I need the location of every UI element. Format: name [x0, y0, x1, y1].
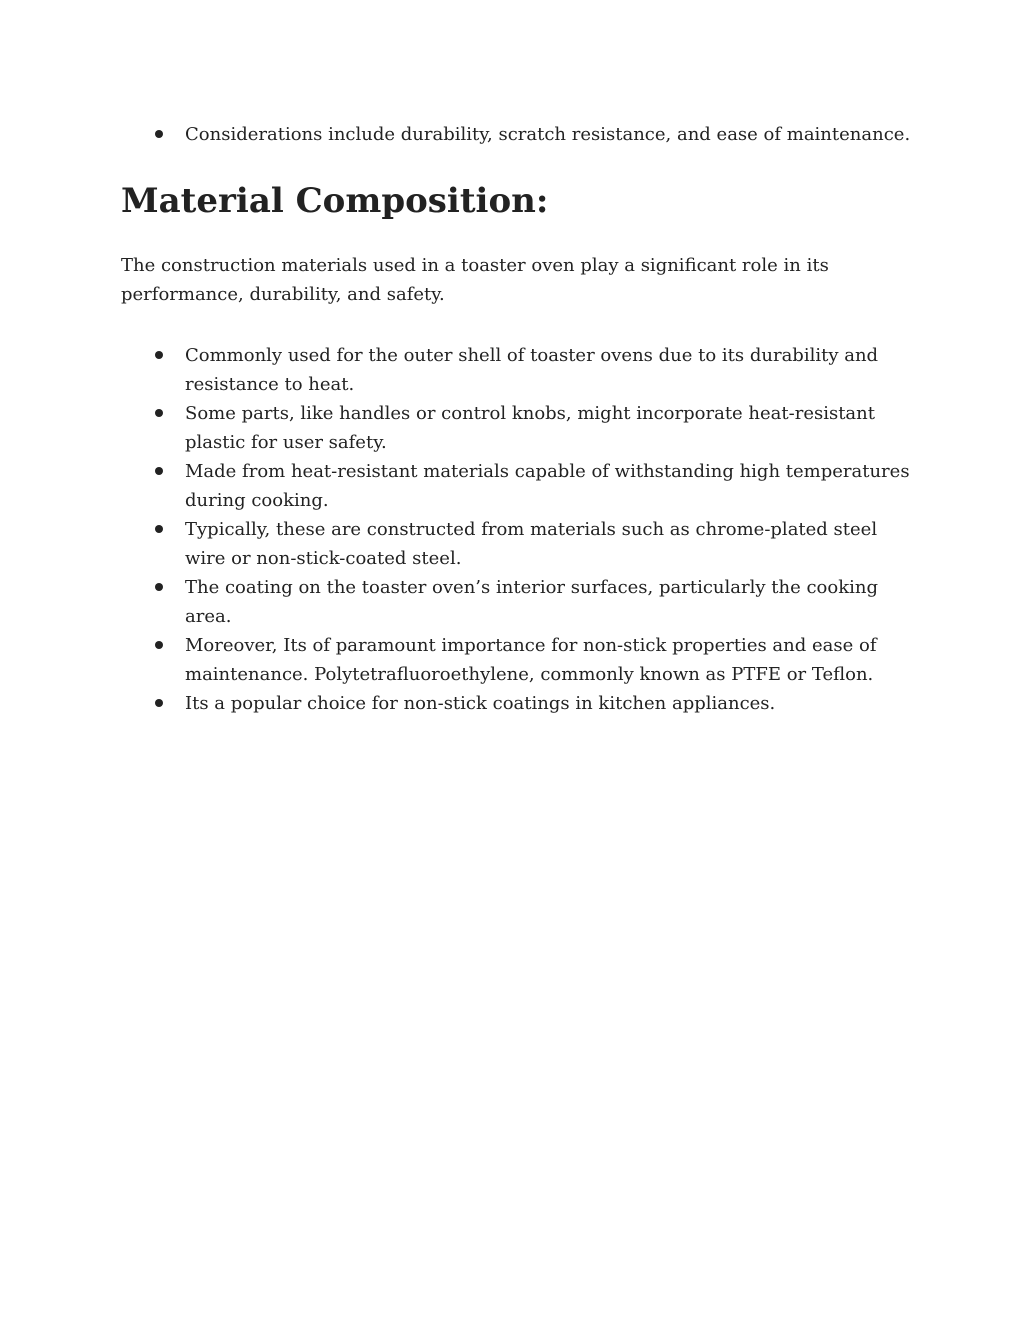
list-item — [121, 341, 911, 399]
bullet-icon — [155, 641, 163, 649]
section-heading: Material Composition: — [121, 181, 549, 221]
bullet-icon — [155, 699, 163, 707]
list-item — [121, 120, 921, 149]
list-item-text: Considerations include durability, scratch resistance, and ease of maintenance. — [185, 124, 911, 145]
list-item — [121, 457, 911, 515]
bullet-icon — [155, 467, 163, 475]
bullet-icon — [155, 525, 163, 533]
considerations-list — [121, 120, 921, 149]
list-item — [121, 573, 911, 631]
list-item-text: Commonly used for the outer shell of toaster ovens due to its durability and resistance to heat. — [185, 345, 879, 395]
list-item-text: Made from heat-resistant materials capable of withstanding high temperatures during cooking. — [185, 461, 910, 511]
list-item — [121, 631, 911, 689]
list-item-text: Moreover, Its of paramount importance for non-stick properties and ease of maintenance. Polytetrafluoroethylene, commonly known as PTFE or Teflon. — [185, 635, 877, 685]
list-item-text: The coating on the toaster oven’s interior surfaces, particularly the cooking area. — [185, 577, 878, 627]
list-item-text: Some parts, like handles or control knobs, might incorporate heat-resistant plastic for user safety. — [185, 403, 875, 453]
intro-paragraph: The construction materials used in a toaster oven play a significant role in its performance, durability, and safety. — [121, 255, 829, 305]
bullet-icon — [155, 351, 163, 359]
list-item — [121, 515, 911, 573]
list-item-text: Its a popular choice for non-stick coatings in kitchen appliances. — [185, 693, 776, 714]
materials-list — [121, 341, 911, 718]
list-item-text: Typically, these are constructed from materials such as chrome-plated steel wire or non-stick-coated steel. — [185, 519, 878, 569]
list-item — [121, 689, 911, 718]
bullet-icon — [155, 583, 163, 591]
list-item — [121, 399, 911, 457]
bullet-icon — [155, 130, 163, 138]
bullet-icon — [155, 409, 163, 417]
